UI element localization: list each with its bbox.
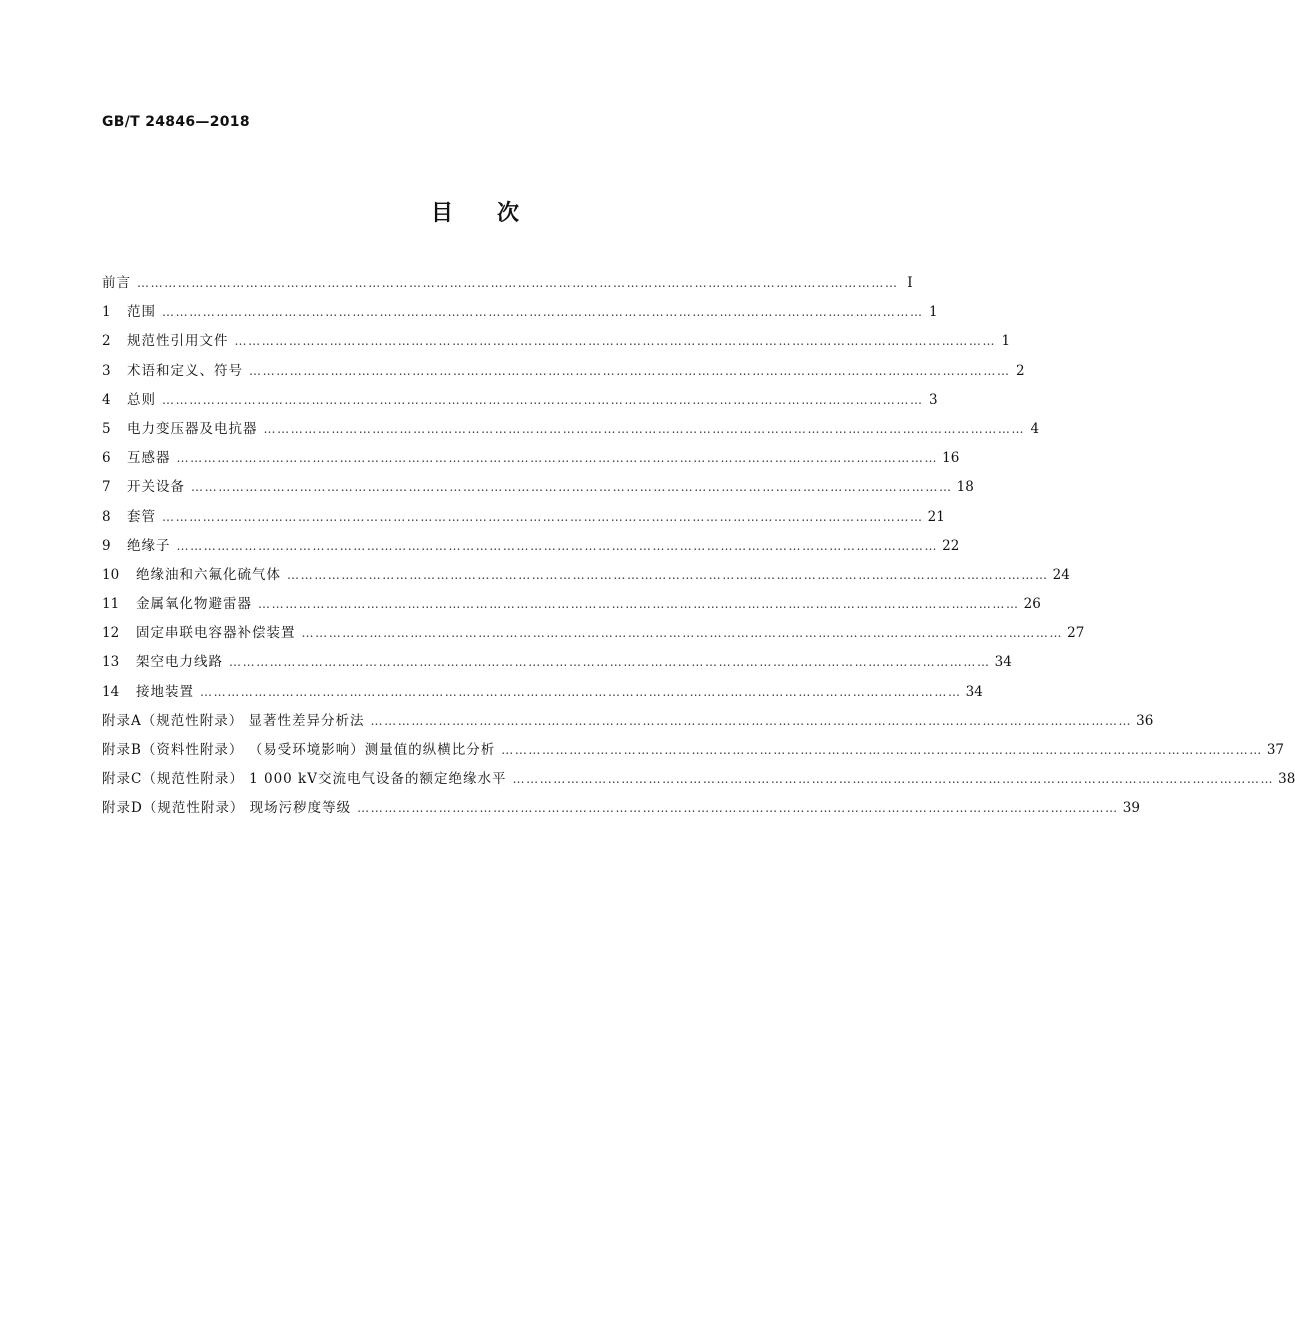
toc-entry-number: 1 <box>102 304 111 321</box>
toc-entry-5[interactable] <box>102 417 1040 446</box>
toc-entry-page: 1 <box>929 304 938 321</box>
toc-title: 目次 <box>430 201 563 226</box>
toc-entry-number: 11 <box>102 596 120 613</box>
toc-leader-dots: …………………………………………………………………………………………………………………………………………………… <box>200 684 962 699</box>
toc-leader-dots: …………………………………………………………………………………………………………………………………………………… <box>357 801 1119 816</box>
toc-entry-page: 36 <box>1136 712 1154 729</box>
toc-entry-title: 接地装置 <box>136 683 194 700</box>
toc-leader-dots: …………………………………………………………………………………………………………………………………………………… <box>162 392 924 407</box>
toc-entry-title: 绝缘油和六氟化硫气体 <box>136 566 281 583</box>
toc-leader-dots: …………………………………………………………………………………………………………………………………………………… <box>263 421 1026 436</box>
toc-entry-title: 术语和定义、符号 <box>127 362 243 379</box>
toc-entry-title: 附录D（规范性附录） 现场污秽度等级 <box>102 800 352 817</box>
toc-entry-title: 固定串联电容器补偿装置 <box>136 625 296 642</box>
toc-entry-title: 电力变压器及电抗器 <box>127 420 258 437</box>
toc-entry-title: 架空电力线路 <box>136 654 223 671</box>
toc-entry-title: 绝缘子 <box>127 537 171 554</box>
toc-entry-14[interactable] <box>102 680 983 709</box>
toc-entry-page: 27 <box>1067 625 1085 642</box>
toc-entry-2[interactable] <box>102 329 1011 358</box>
toc-entry-number: 4 <box>102 391 111 408</box>
toc-entry-annex-d[interactable] <box>102 796 1140 825</box>
toc-entry-annex-b[interactable] <box>102 738 1285 767</box>
toc-entry-number: 5 <box>102 420 111 437</box>
toc-leader-dots: …………………………………………………………………………………………………………………………………………………… <box>176 538 939 553</box>
toc-leader-dots: …………………………………………………………………………………………………………………………………………………… <box>234 334 997 349</box>
toc-leader-dots: …………………………………………………………………………………………………………………………………………………… <box>162 509 924 524</box>
toc-entry-number: 7 <box>102 479 111 496</box>
toc-entry-number: 9 <box>102 537 111 554</box>
toc-entry-number: 8 <box>102 508 111 525</box>
toc-entry-page: 37 <box>1266 742 1285 758</box>
toc-entry-page: 1 <box>1001 333 1011 350</box>
toc-leader-dots: …………………………………………………………………………………………………………………………………………………… <box>301 626 1064 641</box>
toc-entry-page: 38 <box>1278 771 1295 788</box>
standard-code: GB/T 24846—2018 <box>102 114 250 130</box>
toc-entry-page: Ⅰ <box>907 275 913 291</box>
toc-entry-page: 4 <box>1030 420 1040 437</box>
toc-entry-title: 总则 <box>127 391 156 408</box>
toc-entry-9[interactable] <box>102 534 960 563</box>
toc-entry-page: 21 <box>927 508 945 525</box>
toc-leader-dots: …………………………………………………………………………………………………………………………………………………… <box>191 480 953 495</box>
toc-entry-title: 附录B（资料性附录） （易受环境影响）测量值的纵横比分析 <box>102 742 496 758</box>
toc-entry-number: 10 <box>102 566 120 583</box>
toc-leader-dots: …………………………………………………………………………………………………………………………………………………… <box>176 451 939 466</box>
toc-entry-10[interactable] <box>102 563 1070 592</box>
toc-entry-number: 3 <box>102 362 111 379</box>
toc-entry-4[interactable] <box>102 388 938 417</box>
toc-entry-title: 开关设备 <box>127 479 185 496</box>
toc-leader-dots: …………………………………………………………………………………………………………………………………………………… <box>287 567 1049 582</box>
toc-entry-title: 金属氧化物避雷器 <box>136 596 252 613</box>
toc-entry-6[interactable] <box>102 446 960 475</box>
toc-entry-page: 39 <box>1122 800 1140 817</box>
table-of-contents <box>102 271 1295 826</box>
toc-entry-title: 附录A（规范性附录） 显著性差异分析法 <box>102 712 365 729</box>
toc-leader-dots: …………………………………………………………………………………………………………………………………………………… <box>370 713 1133 728</box>
toc-entry-1[interactable] <box>102 300 938 329</box>
toc-leader-dots: …………………………………………………………………………………………………………………………………………………… <box>501 743 1263 757</box>
toc-entry-3[interactable] <box>102 359 1025 388</box>
toc-entry-11[interactable] <box>102 592 1041 621</box>
toc-entry-title: 规范性引用文件 <box>127 333 229 350</box>
toc-entry-page: 18 <box>956 479 974 496</box>
toc-entry-title: 互感器 <box>127 450 171 467</box>
toc-entry-13[interactable] <box>102 650 1012 679</box>
toc-entry-page: 24 <box>1052 566 1070 583</box>
toc-entry-title: 前言 <box>102 275 131 291</box>
toc-entry-number: 6 <box>102 450 111 467</box>
toc-entry-foreword[interactable] <box>102 271 913 300</box>
toc-entry-title: 附录C（规范性附录） 1 000 kV交流电气设备的额定绝缘水平 <box>102 771 507 788</box>
toc-entry-number: 12 <box>102 625 120 642</box>
toc-entry-page: 34 <box>994 654 1012 671</box>
toc-entry-annex-a[interactable] <box>102 709 1154 738</box>
toc-entry-annex-c[interactable] <box>102 767 1295 796</box>
toc-entry-8[interactable] <box>102 505 945 534</box>
toc-leader-dots: …………………………………………………………………………………………………………………………………………………… <box>137 276 899 290</box>
toc-leader-dots: …………………………………………………………………………………………………………………………………………………… <box>229 655 991 670</box>
toc-entry-number: 2 <box>102 333 111 350</box>
toc-entry-12[interactable] <box>102 621 1085 650</box>
toc-entry-page: 34 <box>965 683 983 700</box>
toc-entry-page: 26 <box>1023 596 1041 613</box>
toc-entry-page: 2 <box>1016 362 1025 379</box>
toc-leader-dots: …………………………………………………………………………………………………………………………………………………… <box>258 597 1020 612</box>
toc-entry-title: 范围 <box>127 304 156 321</box>
toc-entry-page: 22 <box>942 537 960 554</box>
toc-entry-page: 3 <box>929 391 938 408</box>
toc-leader-dots: …………………………………………………………………………………………………………………………………………………… <box>512 772 1275 787</box>
toc-leader-dots: …………………………………………………………………………………………………………………………………………………… <box>162 305 924 320</box>
toc-entry-title: 套管 <box>127 508 156 525</box>
toc-leader-dots: …………………………………………………………………………………………………………………………………………………… <box>249 363 1011 378</box>
toc-entry-number: 14 <box>102 683 120 700</box>
toc-entry-7[interactable] <box>102 475 974 504</box>
toc-entry-number: 13 <box>102 654 120 671</box>
toc-entry-page: 16 <box>942 450 960 467</box>
